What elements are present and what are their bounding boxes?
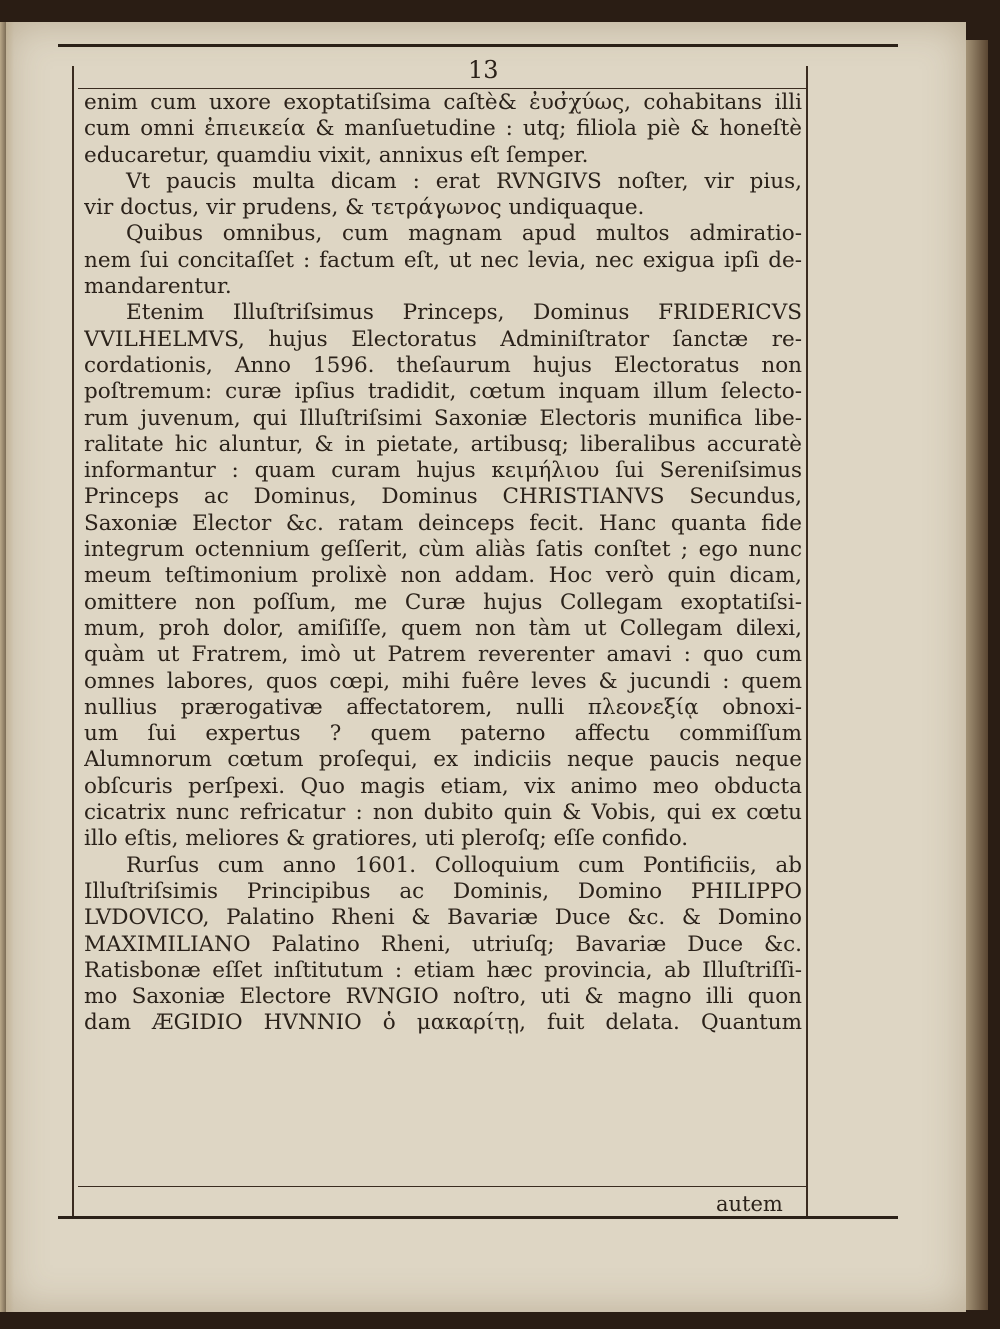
text-line: dam ÆGIDIO HVNNIO ὁ μακαρίτῃ, fuit delata. Quantum [84, 1010, 802, 1036]
text-line: nullius prærogativæ affectatorem, nulli πλεονεξίᾳ obnoxi- [84, 694, 802, 720]
text-line: omnes labores, quos cœpi, mihi fuêre leves & jucundi : quem [84, 668, 802, 694]
text-line: MAXIMILIANO Palatino Rheni, utriuſq; Bavariæ Duce &c. [84, 931, 802, 957]
text-line: enim cum uxore exoptatiſsima caſtè& ἐυσ̓χύως, cohabitans illi [84, 90, 802, 115]
text-line: integrum octennium geſſerit, cùm aliàs ſatis conſtet ; ego nunc [84, 537, 802, 563]
text-line: cum omni ἐπιεικεία & manſuetudine : utq; filiola piè & honeſtè [84, 116, 802, 142]
text-line: Vt paucis multa dicam : erat RVNGIVS noſter, vir pius, [126, 168, 802, 194]
text-line: cordationis, Anno 1596. theſaurum hujus Electoratus non [84, 352, 802, 378]
text-line: obſcuris perſpexi. Quo magis etiam, vix animo meo obducta [84, 773, 802, 799]
text-line: illo eſtis, meliores & gratiores, uti pleroſq; eſſe confido. [84, 826, 689, 852]
bottom-rule [58, 1216, 898, 1219]
text-line: Saxoniæ Elector &c. ratam deinceps fecit. Hanc quanta fide [84, 510, 802, 536]
footer-rule [78, 1186, 808, 1187]
page-edge [966, 40, 988, 1310]
text-line: Etenim Illuſtriſsimus Princeps, Dominus FRIDERICVS [126, 300, 802, 326]
text-line: rum juvenum, qui Illuſtriſsimi Saxoniæ Electoris munifica libe- [84, 405, 802, 431]
text-line: informantur : quam curam hujus κειμήλιου ſui Sereniſsimus [84, 458, 802, 484]
text-line: omittere non poſſum, me Curæ hujus Collegam exoptatiſsi- [84, 589, 802, 615]
text-line: educaretur, quamdiu vixit, annixus eſt ſemper. [84, 142, 589, 168]
page-number: 13 [468, 56, 499, 84]
text-line: um ſui expertus ? quem paterno affectu commiſſum [84, 721, 802, 747]
text-line: poſtremum: curæ ipſius tradidit, cœtum inquam illum ſelecto- [84, 379, 802, 405]
text-line: ralitate hic aluntur, & in pietate, artibusq; liberalibus accuratè [84, 431, 802, 457]
left-frame-rule [72, 66, 74, 1216]
body-text [84, 90, 802, 1037]
text-line: nem ſui concitaſſet : factum eſt, ut nec levia, nec exigua ipſi de- [84, 247, 802, 273]
text-line: Illuſtriſsimis Principibus ac Dominis, Domino PHILIPPO [84, 878, 802, 904]
text-line: quàm ut Fratrem, imò ut Patrem reverenter amavi : quo cum [84, 642, 802, 668]
right-frame-rule [806, 66, 808, 1216]
text-line: Ratisbonæ eſſet inſtitutum : etiam hæc provincia, ab Illuſtriſſi- [84, 957, 802, 983]
text-line: Quibus omnibus, cum magnam apud multos admiratio- [126, 221, 802, 247]
header-rule [78, 88, 808, 89]
text-line: Alumnorum cœtum proſequi, ex indiciis neque paucis neque [84, 747, 802, 773]
text-line: VVILHELMVS, hujus Electoratus Adminiſtrator ſanctæ re- [84, 326, 802, 352]
text-line: Rurſus cum anno 1601. Colloquium cum Pontificiis, ab [126, 852, 802, 878]
gutter-shadow [0, 22, 14, 1312]
text-line: mandarentur. [84, 274, 232, 300]
top-rule [58, 44, 898, 47]
text-line: cicatrix nunc refricatur : non dubito quin & Vobis, qui ex cœtu [84, 800, 802, 826]
text-line: vir doctus, vir prudens, & τετράγωνος undiquaque. [84, 195, 645, 221]
text-line: meum teſtimonium prolixè non addam. Hoc verò quin dicam, [84, 563, 802, 589]
text-line: LVDOVICO, Palatino Rheni & Bavariæ Duce &c. & Domino [84, 905, 802, 931]
text-line: mo Saxoniæ Electore RVNGIO noſtro, uti & magno illi quon [84, 984, 802, 1010]
text-line: mum, proh dolor, amiſiſſe, quem non tàm ut Collegam dilexi, [84, 615, 802, 641]
catchword: autem [716, 1192, 783, 1216]
text-line: Princeps ac Dominus, Dominus CHRISTIANVS Secundus, [84, 484, 802, 510]
